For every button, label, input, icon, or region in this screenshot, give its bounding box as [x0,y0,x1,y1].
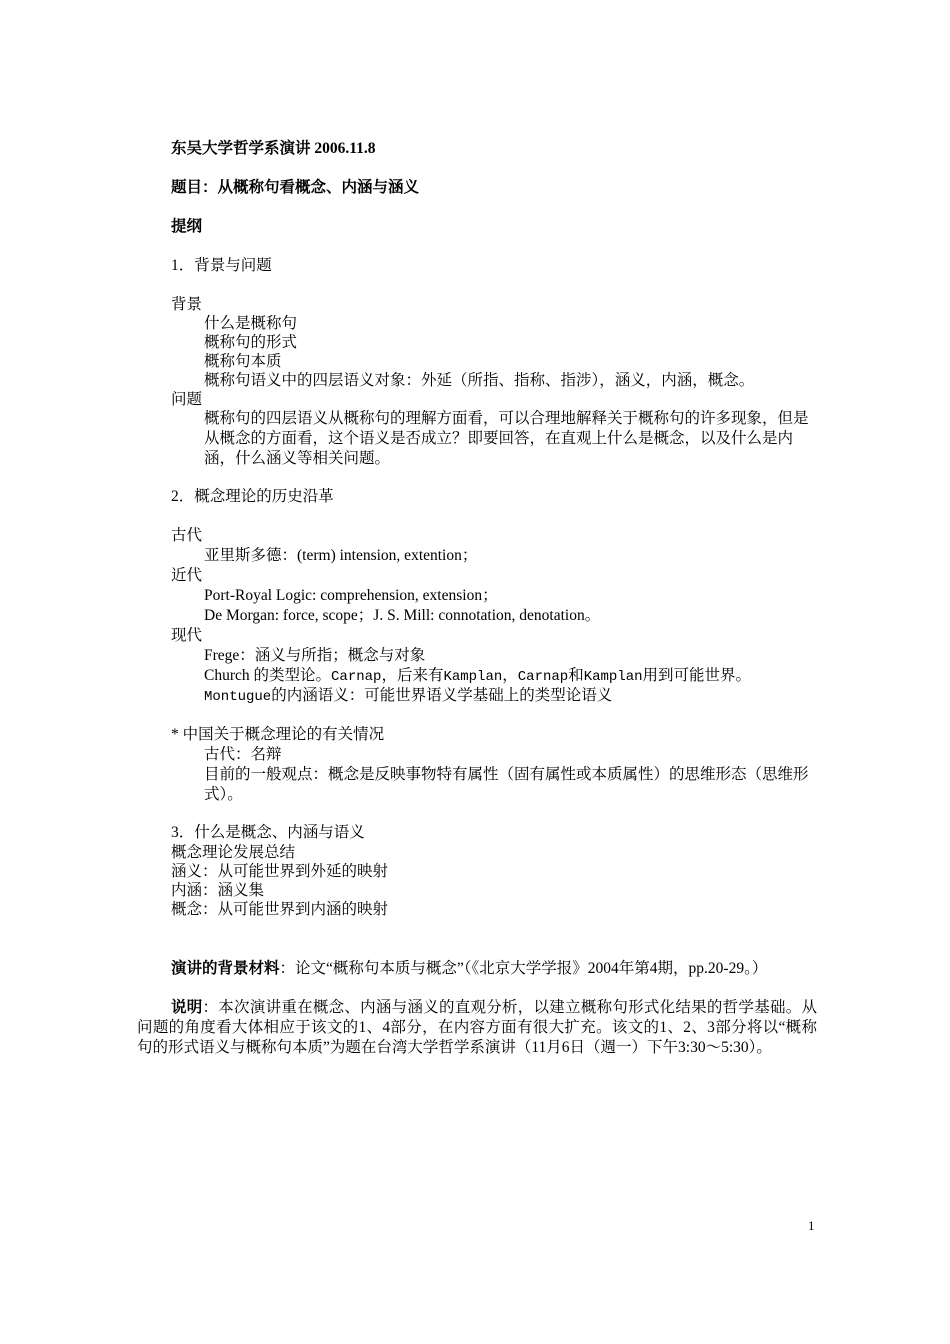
page-number: 1 [808,1218,815,1233]
china-item: 目前的一般观点：概念是反映事物特有属性（固有属性或本质属性）的思维形态（思维形式）。 [204,766,809,803]
text-run: 用到可能世界。 [642,667,752,684]
section2-heading: 2．概念理论的历史沿革 [171,488,334,505]
material-text: ：论文“概称句本质与概念”（《北京大学学报》2004年第4期，pp.20-29。） [279,960,768,977]
outline-heading: 提纲 [171,218,203,235]
contemporary-item-frege: Frege：涵义与所指；概念与对象 [204,647,426,664]
section3-line: 内涵：涵义集 [171,882,265,899]
modern-label: 近代 [171,567,203,584]
china-label: * 中国关于概念理论的有关情况 [171,726,385,743]
problem-text: 概称句的四层语义从概称句的理解方面看，可以合理地解释关于概称句的许多现象，但是从概念的方面看，这个语义是否成立？即要回答，在直观上什么是概念，以及什么是内涵，什么涵义等相关问题。 [204,410,809,467]
text-run-mono: Kamplan [583,669,643,685]
background-item: 概称句本质 [204,353,282,370]
ancient-label: 古代 [171,527,203,544]
section3-line: 涵义：从可能世界到外延的映射 [171,863,389,880]
text-run-mono: Kamplan [443,669,503,685]
contemporary-item-church [204,666,751,687]
text-run: 和 [568,667,584,684]
section3-line: 概念理论发展总结 [171,844,296,861]
problem-label: 问题 [171,391,203,408]
note-label: 说明 [171,999,203,1016]
text-run-mono: Carnap [331,669,382,685]
lecture-title: 东吴大学哲学系演讲 2006.11.8 [171,140,376,157]
background-label: 背景 [171,296,203,313]
section1-heading: 1．背景与问题 [171,257,272,274]
contemporary-label: 现代 [171,627,203,644]
text-run: ， [502,667,518,684]
text-run: 的内涵语义：可能世界语义学基础上的类型论语义 [271,687,613,704]
background-item: 概称句语义中的四层语义对象：外延（所指、指称、指涉），涵义，内涵，概念。 [204,372,755,389]
section3-heading: 3．什么是概念、内涵与语义 [171,824,365,841]
modern-item: Port-Royal Logic: comprehension, extension； [204,587,498,604]
text-run-mono: Carnap [517,669,569,685]
note-paragraph [137,998,817,1058]
text-run: Church 的类型论。 [204,667,332,684]
text-run: ，后来有 [381,667,444,684]
text-run-mono: Montugue [204,689,272,705]
china-item: 古代：名辩 [204,746,282,763]
modern-item: De Morgan: force, scope；J. S. Mill: connotation, denotation。 [204,607,601,624]
background-item: 什么是概称句 [204,315,298,332]
background-item: 概称句的形式 [204,334,298,351]
note-text: ：本次演讲重在概念、内涵与涵义的直观分析，以建立概称句形式化结果的哲学基础。从问题的角度看大体相应于该文的1、4部分，在内容方面有很大扩充。该文的1、2、3部分将以“概称句的形式语义与概称句本质”为题在台湾大学哲学系演讲（11月6日（週一）下午3:30～5:30）。 [137,999,817,1056]
material-label: 演讲的背景材料 [171,960,280,977]
ancient-item: 亚里斯多德：(term) intension, extention； [204,547,478,564]
contemporary-item-montague [204,686,612,707]
section3-line: 概念：从可能世界到内涵的映射 [171,901,389,918]
lecture-topic: 题目：从概称句看概念、内涵与涵义 [171,179,420,196]
background-material-paragraph [137,959,817,979]
